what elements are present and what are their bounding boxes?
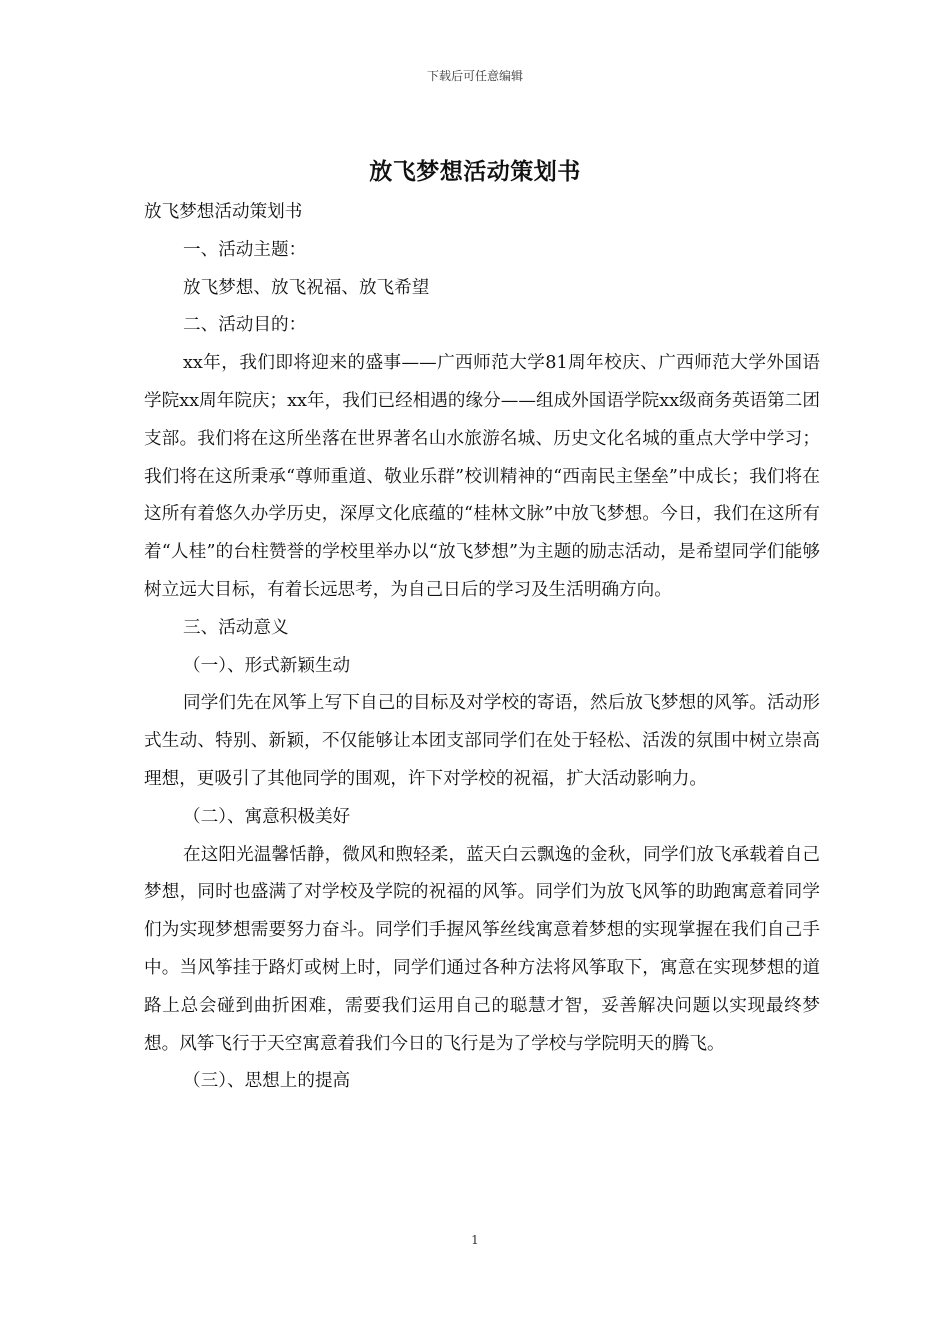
heading-purpose: 二、活动目的：: [183, 315, 307, 336]
subheading-1: （一）、形式新颖生动: [183, 655, 351, 676]
document-body: [144, 194, 820, 1101]
heading-significance: 三、活动意义: [183, 617, 289, 638]
paragraph-subtitle: 放飞梦想活动策划书: [144, 202, 303, 222]
header-note: 下载后可任意编辑: [426, 69, 523, 83]
paragraph-purpose: xx年，我们即将迎来的盛事——广西师范大学81周年校庆、广西师范大学外国语学院xx周年院庆；xx年，我们已经相遇的缘分——组成外国语学院xx级商务英语第二团支部。我们将在这所坐落在世界著名山水旅游名城、历史文化名城的重点大学中学习；我们将在这所秉承“尊师重道、敬业乐群”校训精神的“西南民主堡垒”中成长；我们将在这所有着悠久办学历史，深厚文化底蕴的“桂林文脉”中放飞梦想。今日，我们在这所有着“人桂”的台柱赞誉的学校里举办以“放飞梦想”为主题的励志活动，是希望同学们能够树立远大目标，有着长远思考，为自己日后的学习及生活明确方向。: [144, 353, 820, 600]
heading-theme: 一、活动主题：: [183, 239, 307, 260]
subheading-2: （二）、寓意积极美好: [183, 806, 351, 827]
subheading-3: （三）、思想上的提高: [183, 1071, 351, 1092]
document-title: 放飞梦想活动策划书: [369, 158, 581, 185]
paragraph-form: 同学们先在风筝上写下自己的目标及对学校的寄语，然后放飞梦想的风筝。活动形式生动、特别、新颖，不仅能够让本团支部同学们在处于轻松、活泼的氛围中树立崇高理想，更吸引了其他同学的围观，许下对学校的祝福，扩大活动影响力。: [144, 693, 820, 789]
paragraph-meaning: 在这阳光温馨恬静，微风和煦轻柔，蓝天白云飘逸的金秋，同学们放飞承载着自己梦想，同时也盛满了对学校及学院的祝福的风筝。同学们为放飞风筝的助跑寓意着同学们为实现梦想需要努力奋斗。同学们手握风筝丝线寓意着梦想的实现掌握在我们自己手中。当风筝挂于路灯或树上时，同学们通过各种方法将风筝取下，寓意在实现梦想的道路上总会碰到曲折困难，需要我们运用自己的聪慧才智，妥善解决问题以实现最终梦想。风筝飞行于天空寓意着我们今日的飞行是为了学校与学院明天的腾飞。: [144, 844, 820, 1054]
page-number: 1: [471, 1233, 479, 1247]
paragraph-theme: 放飞梦想、放飞祝福、放飞希望: [183, 277, 430, 298]
